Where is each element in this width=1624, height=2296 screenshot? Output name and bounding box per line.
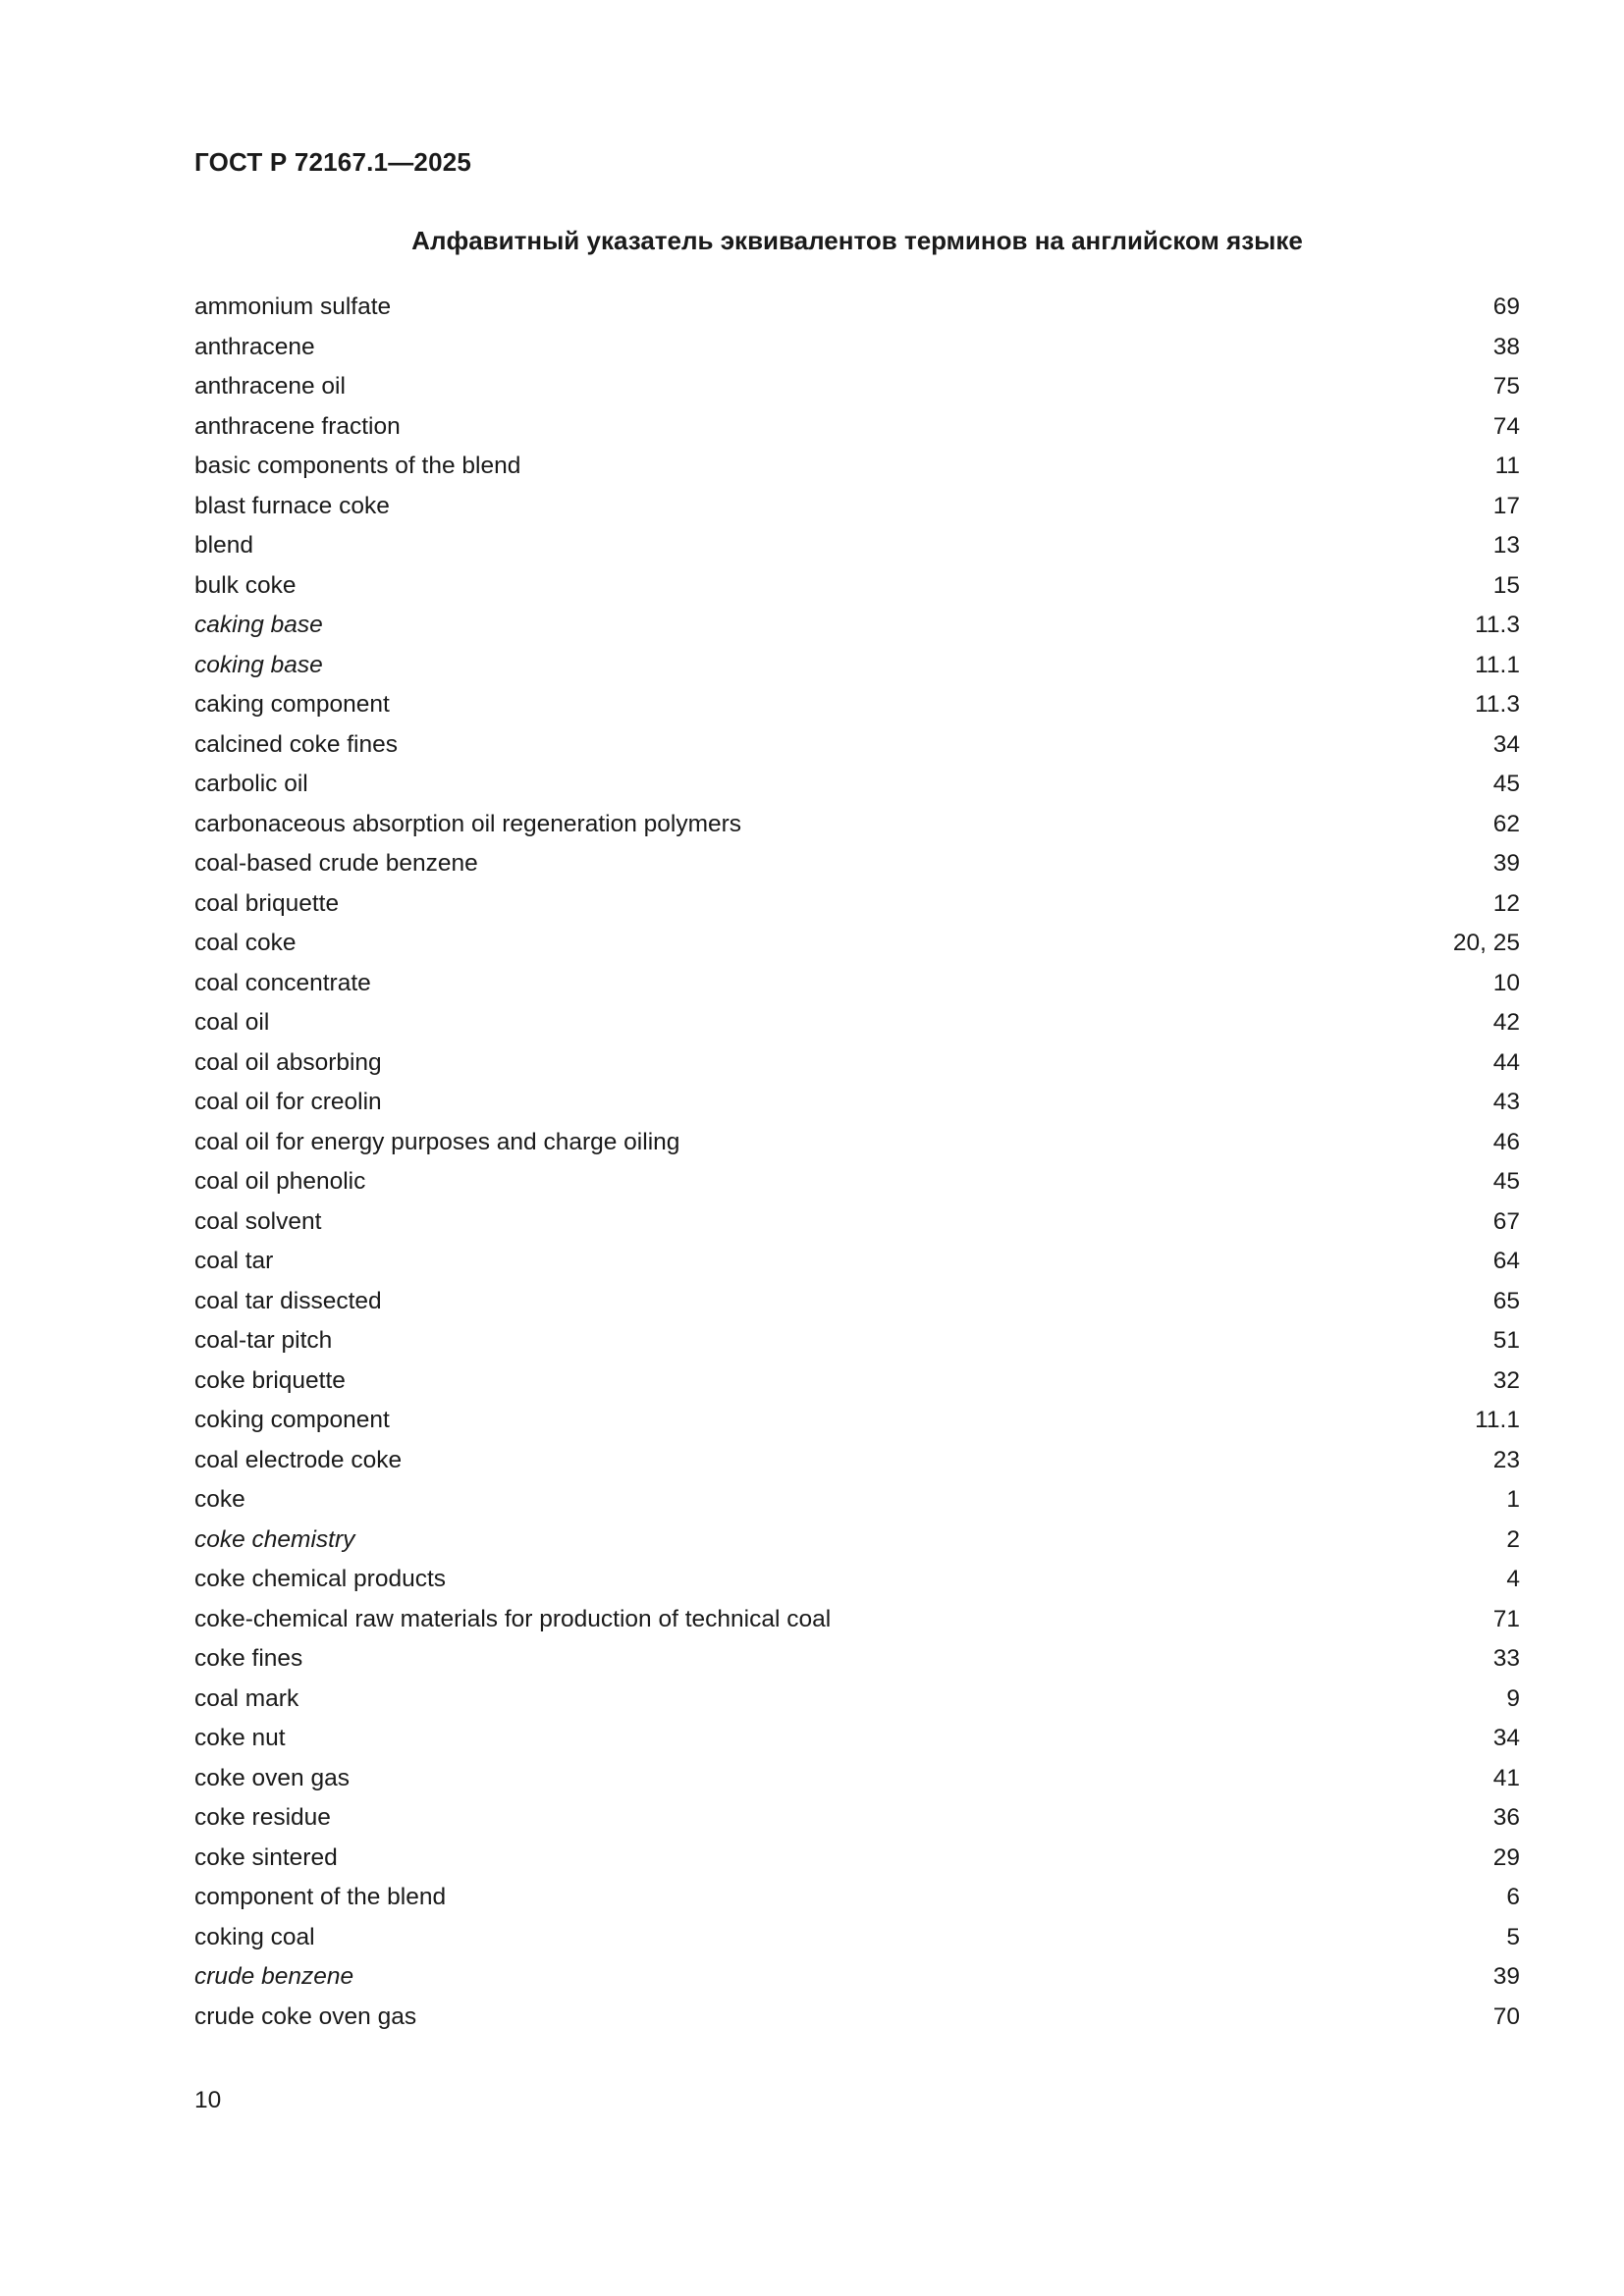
index-term: coking base	[194, 651, 323, 678]
index-term-number: 11.3	[1475, 691, 1520, 718]
index-term-number: 64	[1492, 1248, 1520, 1274]
index-entry	[194, 1763, 1520, 1803]
index-term: coke-chemical raw materials for production of technical coal	[194, 1605, 832, 1632]
index-entry	[194, 1723, 1520, 1763]
index-term: coking component	[194, 1407, 390, 1433]
index-entry	[194, 1842, 1520, 1883]
index-term-number: 65	[1492, 1287, 1520, 1314]
index-entry	[194, 1445, 1520, 1485]
index-term-number: 71	[1492, 1605, 1520, 1632]
index-entry	[194, 769, 1520, 809]
index-term: anthracene fraction	[194, 412, 401, 440]
index-entry	[194, 2002, 1520, 2042]
index-entry	[194, 1246, 1520, 1286]
index-term: coke	[194, 1486, 245, 1513]
index-term: coke nut	[194, 1725, 286, 1751]
document-header: ГОСТ Р 72167.1—2025	[194, 147, 472, 177]
index-term-number: 12	[1492, 889, 1520, 917]
index-entry	[194, 570, 1520, 611]
index-term-number: 51	[1492, 1327, 1520, 1354]
index-term-number: 44	[1492, 1048, 1520, 1076]
index-term-number: 11.1	[1475, 1407, 1520, 1433]
index-term-number: 9	[1506, 1684, 1520, 1712]
index-term: coking coal	[194, 1923, 315, 1950]
index-term: anthracene	[194, 333, 315, 360]
index-term-number: 29	[1492, 1843, 1520, 1871]
index-entry	[194, 610, 1520, 650]
index-entry	[194, 1882, 1520, 1922]
index-term: coal oil for creolin	[194, 1089, 382, 1115]
index-term: coke residue	[194, 1804, 331, 1831]
index-term: blend	[194, 532, 253, 559]
index-term-number: 5	[1506, 1923, 1520, 1950]
index-entry	[194, 530, 1520, 570]
index-term-number: 11	[1494, 453, 1520, 479]
index-term-number: 42	[1492, 1009, 1520, 1036]
index-entry	[194, 1524, 1520, 1565]
index-term: coke chemical products	[194, 1566, 447, 1592]
index-entry	[194, 1564, 1520, 1604]
index-term: crude benzene	[194, 1963, 354, 1990]
index-term-number: 15	[1492, 571, 1520, 599]
index-term: carbolic oil	[194, 771, 308, 797]
index-term-number: 6	[1506, 1884, 1520, 1910]
index-term: caking component	[194, 691, 390, 718]
index-entry	[194, 1484, 1520, 1524]
index-term-number: 46	[1492, 1128, 1520, 1155]
index-term-number: 39	[1492, 850, 1520, 877]
index-term-number: 39	[1492, 1963, 1520, 1990]
index-term: carbonaceous absorption oil regeneration polymers	[194, 810, 742, 837]
index-term: coal oil phenolic	[194, 1168, 366, 1195]
index-term-number: 32	[1492, 1366, 1520, 1394]
index-term: ammonium sulfate	[194, 294, 392, 320]
index-entry	[194, 1643, 1520, 1683]
index-term: coke chemistry	[194, 1525, 355, 1553]
index-term: blast furnace coke	[194, 492, 390, 519]
index-term-number: 23	[1492, 1446, 1520, 1473]
index-term: coal oil absorbing	[194, 1048, 382, 1076]
index-term-number: 70	[1492, 2002, 1520, 2030]
index-term-number: 74	[1492, 412, 1520, 440]
index-term-number: 67	[1492, 1207, 1520, 1235]
index-term-number: 69	[1492, 294, 1520, 320]
index-term: coal coke	[194, 930, 297, 956]
index-term: coal mark	[194, 1684, 299, 1712]
index-term-number: 13	[1492, 532, 1520, 559]
index-entry	[194, 1007, 1520, 1047]
index-term-number: 17	[1492, 492, 1520, 519]
index-term: bulk coke	[194, 571, 297, 599]
index-entry	[194, 1286, 1520, 1326]
index-term: coke fines	[194, 1645, 303, 1672]
index-entry	[194, 809, 1520, 849]
index-entry	[194, 928, 1520, 968]
index-term: component of the blend	[194, 1884, 447, 1910]
index-entry	[194, 1047, 1520, 1088]
index-entry	[194, 650, 1520, 690]
index-term: coke briquette	[194, 1366, 346, 1394]
index-entry	[194, 371, 1520, 411]
index-term: caking base	[194, 612, 323, 638]
index-term-number: 11.1	[1475, 651, 1520, 678]
index-term: calcined coke fines	[194, 730, 399, 758]
index-term-number: 45	[1492, 771, 1520, 797]
index-term: coke oven gas	[194, 1764, 350, 1791]
index-entry	[194, 1683, 1520, 1724]
index-entry	[194, 848, 1520, 888]
index-term: basic components of the blend	[194, 453, 521, 479]
index-entry	[194, 491, 1520, 531]
index-entry	[194, 451, 1520, 491]
index-entry	[194, 1922, 1520, 1962]
index-term-number: 45	[1492, 1168, 1520, 1195]
index-entry	[194, 1405, 1520, 1445]
index-entry	[194, 1961, 1520, 2002]
index-term-number: 10	[1492, 969, 1520, 996]
index-entry	[194, 1166, 1520, 1206]
index-entry	[194, 968, 1520, 1008]
index-term: coal electrode coke	[194, 1446, 403, 1473]
index-term: coal solvent	[194, 1207, 322, 1235]
index-term: coal briquette	[194, 889, 340, 917]
term-index-list	[194, 292, 1520, 2041]
index-term-number: 33	[1492, 1645, 1520, 1672]
index-term-number: 2	[1506, 1525, 1520, 1553]
index-term: coke sintered	[194, 1843, 338, 1871]
index-term-number: 34	[1492, 1725, 1520, 1751]
index-term-number: 41	[1492, 1764, 1520, 1791]
index-entry	[194, 1325, 1520, 1365]
index-entry	[194, 1365, 1520, 1406]
index-term: coal oil	[194, 1009, 270, 1036]
index-term-number: 75	[1492, 373, 1520, 400]
page-number: 10	[194, 2087, 222, 2113]
index-term-number: 34	[1492, 730, 1520, 758]
index-term-number: 11.3	[1475, 612, 1520, 638]
index-term: coal concentrate	[194, 969, 371, 996]
index-term: anthracene oil	[194, 373, 346, 400]
index-title: Алфавитный указатель эквивалентов терминов на английском языке	[411, 226, 1303, 255]
index-entry	[194, 332, 1520, 372]
index-entry	[194, 729, 1520, 770]
index-term: crude coke oven gas	[194, 2002, 417, 2030]
index-term-number: 62	[1492, 810, 1520, 837]
index-term-number: 36	[1492, 1804, 1520, 1831]
index-term-number: 38	[1492, 333, 1520, 360]
index-term-number: 1	[1506, 1486, 1520, 1513]
index-term: coal tar dissected	[194, 1287, 382, 1314]
index-term-number: 20, 25	[1452, 930, 1520, 956]
index-entry	[194, 1206, 1520, 1247]
index-term-number: 43	[1492, 1089, 1520, 1115]
index-entry	[194, 1802, 1520, 1842]
index-term: coal oil for energy purposes and charge oiling	[194, 1128, 680, 1155]
index-entry	[194, 292, 1520, 332]
index-term: coal tar	[194, 1248, 274, 1274]
index-entry	[194, 689, 1520, 729]
index-entry	[194, 411, 1520, 452]
index-entry	[194, 1127, 1520, 1167]
index-entry	[194, 1604, 1520, 1644]
index-entry	[194, 888, 1520, 929]
index-term: coal-tar pitch	[194, 1327, 333, 1354]
index-term-number: 4	[1506, 1566, 1520, 1592]
index-term: coal-based crude benzene	[194, 850, 478, 877]
index-entry	[194, 1087, 1520, 1127]
